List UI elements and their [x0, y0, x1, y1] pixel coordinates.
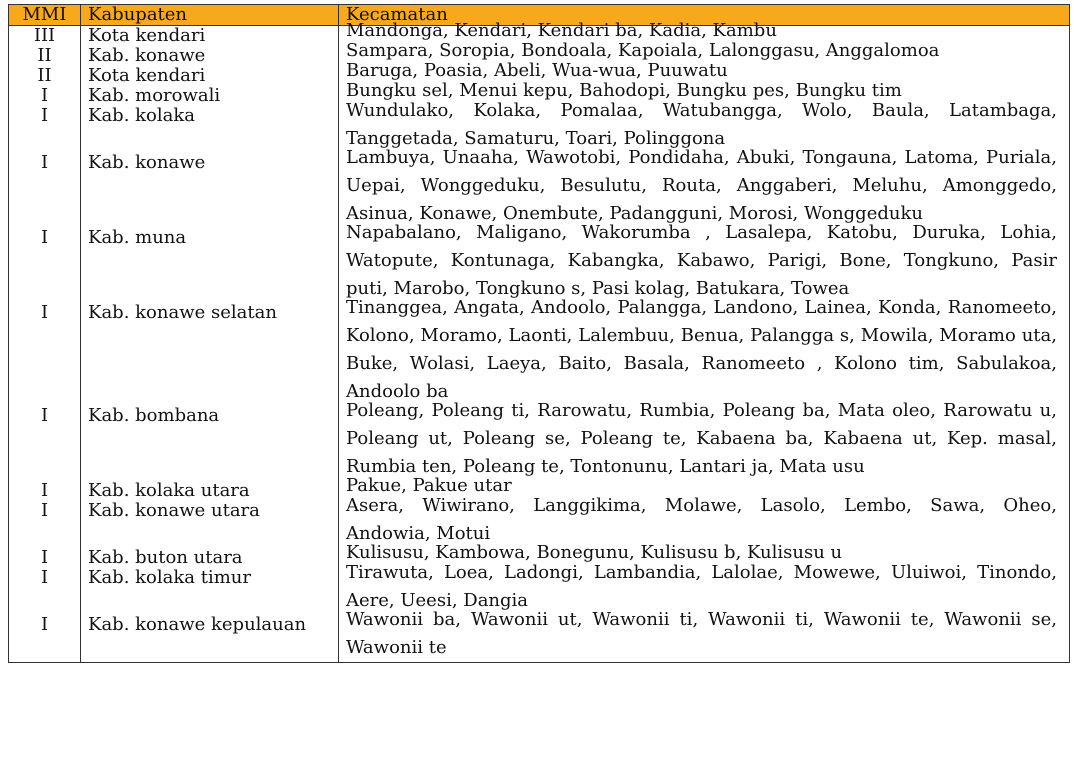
- cell-mmi: I: [9, 501, 81, 548]
- kecamatan-text: Napabalano, Maligano, Wakorumba , Lasalepa, Katobu, Duruka, Lohia, Watopute, Kontunaga, Kabangka, Kabawo, Parigi, Bone, Tongkuno, Pasir puti, Marobo, Tongkuno s, Pasi kolag, Batukara, Towea: [346, 222, 1057, 299]
- cell-kabupaten: Kota kendari: [81, 66, 339, 86]
- cell-kabupaten: Kab. bombana: [81, 406, 339, 481]
- cell-kabupaten: Kab. konawe utara: [81, 501, 339, 548]
- kecamatan-text: Tirawuta, Loea, Ladongi, Lambandia, Lalolae, Mowewe, Uluiwoi, Tinondo, Aere, Ueesi, Dangia: [346, 562, 1057, 611]
- cell-mmi: I: [9, 303, 81, 406]
- table-row: [9, 303, 1070, 406]
- cell-mmi: I: [9, 228, 81, 303]
- kecamatan-text: Bungku sel, Menui kepu, Bahodopi, Bungku pes, Bungku tim: [346, 80, 902, 101]
- cell-mmi: I: [9, 548, 81, 568]
- cell-kecamatan: [339, 609, 1070, 663]
- cell-kecamatan: [339, 222, 1070, 303]
- kecamatan-text: Wawonii ba, Wawonii ut, Wawonii ti, Wawonii ti, Wawonii te, Wawonii se, Wawonii te: [346, 609, 1057, 658]
- header-kabupaten: Kabupaten: [81, 5, 339, 26]
- cell-kabupaten: Kab. konawe selatan: [81, 303, 339, 406]
- cell-kabupaten: Kab. kolaka: [81, 106, 339, 153]
- kecamatan-text: Pakue, Pakue utar: [346, 475, 512, 496]
- cell-kecamatan: [339, 147, 1070, 228]
- kecamatan-text: Lambuya, Unaaha, Wawotobi, Pondidaha, Abuki, Tongauna, Latoma, Puriala, Uepai, Wonggeduku, Besulutu, Routa, Anggaberi, Meluhu, Amonggedo, Asinua, Konawe, Onembute, Padangguni, Morosi, Wonggeduku: [346, 147, 1057, 224]
- cell-kabupaten: Kab. kolaka timur: [81, 568, 339, 615]
- cell-mmi: I: [9, 615, 81, 663]
- cell-kabupaten: Kab. konawe: [81, 46, 339, 66]
- cell-mmi: I: [9, 481, 81, 501]
- cell-kabupaten: Kab. morowali: [81, 86, 339, 106]
- cell-kabupaten: Kab. kolaka utara: [81, 481, 339, 501]
- cell-mmi: II: [9, 46, 81, 66]
- table-row: [9, 153, 1070, 228]
- kecamatan-text: Wundulako, Kolaka, Pomalaa, Watubangga, Wolo, Baula, Latambaga, Tanggetada, Samaturu, Toari, Polinggona: [346, 100, 1057, 149]
- cell-kabupaten: Kab. konawe: [81, 153, 339, 228]
- cell-mmi: II: [9, 66, 81, 86]
- mmi-table: [8, 4, 1070, 663]
- kecamatan-text: Sampara, Soropia, Bondoala, Kapoiala, Lalonggasu, Anggalomoa: [346, 40, 940, 61]
- cell-mmi: I: [9, 86, 81, 106]
- table-row: [9, 228, 1070, 303]
- kecamatan-text: Tinanggea, Angata, Andoolo, Palangga, Landono, Lainea, Konda, Ranomeeto, Kolono, Moramo, Laonti, Lalembuu, Benua, Palangga s, Mowila, Moramo uta, Buke, Wolasi, Laeya, Baito, Basala, Ranomeeto , Kolono tim, Sabulakoa, Andoolo ba: [346, 297, 1057, 402]
- cell-kabupaten: Kab. muna: [81, 228, 339, 303]
- table-row: [9, 615, 1070, 663]
- cell-kecamatan: [339, 400, 1070, 481]
- cell-mmi: III: [9, 26, 81, 47]
- kecamatan-text: Asera, Wiwirano, Langgikima, Molawe, Lasolo, Lembo, Sawa, Oheo, Andowia, Motui: [346, 495, 1057, 544]
- header-mmi: MMI: [9, 5, 81, 26]
- cell-kabupaten: Kab. konawe kepulauan: [81, 615, 339, 663]
- kecamatan-text: Poleang, Poleang ti, Rarowatu, Rumbia, Poleang ba, Mata oleo, Rarowatu u, Poleang ut, Poleang se, Poleang te, Kabaena ba, Kabaena ut, Kep. masal, Rumbia ten, Poleang te, Tontonunu, Lantari ja, Mata usu: [346, 400, 1057, 477]
- kecamatan-text: Mandonga, Kendari, Kendari ba, Kadia, Kambu: [346, 20, 777, 41]
- kecamatan-text: Kulisusu, Kambowa, Bonegunu, Kulisusu b, Kulisusu u: [346, 542, 843, 563]
- cell-mmi: I: [9, 406, 81, 481]
- cell-mmi: I: [9, 568, 81, 615]
- table-row: [9, 406, 1070, 481]
- header-kecamatan: Kecamatan: [339, 5, 1070, 26]
- cell-mmi: I: [9, 153, 81, 228]
- kecamatan-text: Baruga, Poasia, Abeli, Wua-wua, Puuwatu: [346, 60, 728, 81]
- cell-kecamatan: [339, 297, 1070, 406]
- cell-kabupaten: Kota kendari: [81, 26, 339, 47]
- cell-mmi: I: [9, 106, 81, 153]
- cell-kabupaten: Kab. buton utara: [81, 548, 339, 568]
